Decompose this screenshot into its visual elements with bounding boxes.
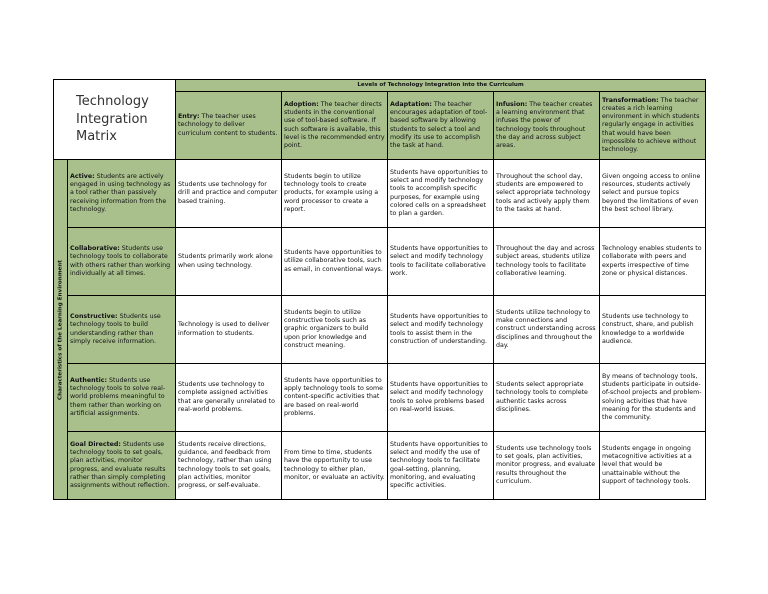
matrix-cell: Students have opportunities to select and modify technology tools to assist them in the construction of understanding. <box>388 296 494 364</box>
matrix-cell: Students have opportunities to apply technology tools to some content-specific activities that are based on real-world problems. <box>282 364 388 432</box>
matrix-table <box>53 79 706 500</box>
level-transformation: Transformation: The teacher creates a rich learning environment in which students regularly engage in activities that would have been impossible to achieve without technology. <box>600 92 706 160</box>
matrix-cell: Students use technology to construct, share, and publish knowledge to a worldwide audience. <box>600 296 706 364</box>
matrix-cell: Students engage in ongoing metacognitive activities at a level that would be unattainable without the support of technology tools. <box>600 432 706 500</box>
matrix-cell: Students begin to utilize constructive tools such as graphic organizers to build upon prior knowledge and construct meaning. <box>282 296 388 364</box>
matrix-cell: Technology enables students to collaborate with peers and experts irrespective of time zone or physical distances. <box>600 228 706 296</box>
matrix-cell: Throughout the school day, students are empowered to select appropriate technology tools and actively apply them to the tasks at hand. <box>494 160 600 228</box>
characteristics-band <box>54 160 68 500</box>
matrix-cell: Students primarily work alone when using technology. <box>176 228 282 296</box>
matrix-cell: Students use technology for drill and practice and computer based training. <box>176 160 282 228</box>
matrix-cell: Throughout the day and across subject areas, students utilize technology tools to facilitate collaborative learning. <box>494 228 600 296</box>
row-header-goal-directed: Goal Directed: Students use technology tools to set goals, plan activities, monitor progress, and evaluate results rather than simply completing assignments without reflection. <box>68 432 176 500</box>
matrix-cell: Students have opportunities to select and modify technology tools to facilitate collaborative work. <box>388 228 494 296</box>
matrix-cell: Students select appropriate technology tools to complete authentic tasks across disciplines. <box>494 364 600 432</box>
matrix-cell: Students have opportunities to utilize collaborative tools, such as email, in conventional ways. <box>282 228 388 296</box>
matrix-row <box>54 364 706 432</box>
technology-integration-matrix <box>53 79 705 500</box>
matrix-cell: Students receive directions, guidance, and feedback from technology, rather than using technology tools to set goals, plan activities, monitor progress, or self-evaluate. <box>176 432 282 500</box>
title-cell <box>54 80 176 160</box>
level-entry: Entry: The teacher uses technology to deliver curriculum content to students. <box>176 92 282 160</box>
matrix-row <box>54 160 706 228</box>
levels-header-band: Levels of Technology Integration into the Curriculum <box>176 80 706 92</box>
matrix-cell: Students use technology to complete assigned activities that are generally unrelated to real-world problems. <box>176 364 282 432</box>
matrix-row <box>54 296 706 364</box>
level-adaptation: Adaptation: The teacher encourages adaptation of tool-based software by allowing students to select a tool and modify its use to accomplish the task at hand. <box>388 92 494 160</box>
matrix-cell: Students have opportunities to select and modify the use of technology tools to facilitate goal-setting, planning, monitoring, and evaluating specific activities. <box>388 432 494 500</box>
matrix-row <box>54 228 706 296</box>
row-header-constructive: Constructive: Students use technology tools to build understanding rather than simply receive information. <box>68 296 176 364</box>
matrix-cell: Students have opportunities to select and modify technology tools to solve problems based on real-world issues. <box>388 364 494 432</box>
matrix-row <box>54 432 706 500</box>
matrix-cell: Technology is used to deliver information to students. <box>176 296 282 364</box>
characteristics-label: Characteristics of the Learning Environment <box>56 259 63 400</box>
row-header-authentic: Authentic: Students use technology tools to solve real-world problems meaningful to them rather than working on artificial assignments. <box>68 364 176 432</box>
level-infusion: Infusion: The teacher creates a learning environment that infuses the power of technology tools throughout the day and across subject areas. <box>494 92 600 160</box>
matrix-title: Technology Integration Matrix <box>76 94 149 145</box>
row-header-collaborative: Collaborative: Students use technology tools to collaborate with others rather than working individually at all times. <box>68 228 176 296</box>
matrix-cell: Students utilize technology to make connections and construct understanding across disciplines and throughout the day. <box>494 296 600 364</box>
matrix-cell: Students use technology tools to set goals, plan activities, monitor progress, and evaluate results throughout the curriculum. <box>494 432 600 500</box>
matrix-cell: By means of technology tools, students participate in outside-of-school projects and problem-solving activities that have meaning for the students and the community. <box>600 364 706 432</box>
matrix-cell: From time to time, students have the opportunity to use technology to either plan, monitor, or evaluate an activity. <box>282 432 388 500</box>
matrix-cell: Students have opportunities to select and modify technology tools to accomplish specific purposes, for example using colored cells on a spreadsheet to plan a garden. <box>388 160 494 228</box>
matrix-cell: Given ongoing access to online resources, students actively select and pursue topics beyond the limitations of even the best school library. <box>600 160 706 228</box>
row-header-active: Active: Students are actively engaged in using technology as a tool rather than passively receiving information from the technology. <box>68 160 176 228</box>
matrix-cell: Students begin to utilize technology tools to create products, for example using a word processor to create a report. <box>282 160 388 228</box>
level-adoption: Adoption: The teacher directs students in the conventional use of tool-based software. If such software is available, this level is the recommended entry point. <box>282 92 388 160</box>
